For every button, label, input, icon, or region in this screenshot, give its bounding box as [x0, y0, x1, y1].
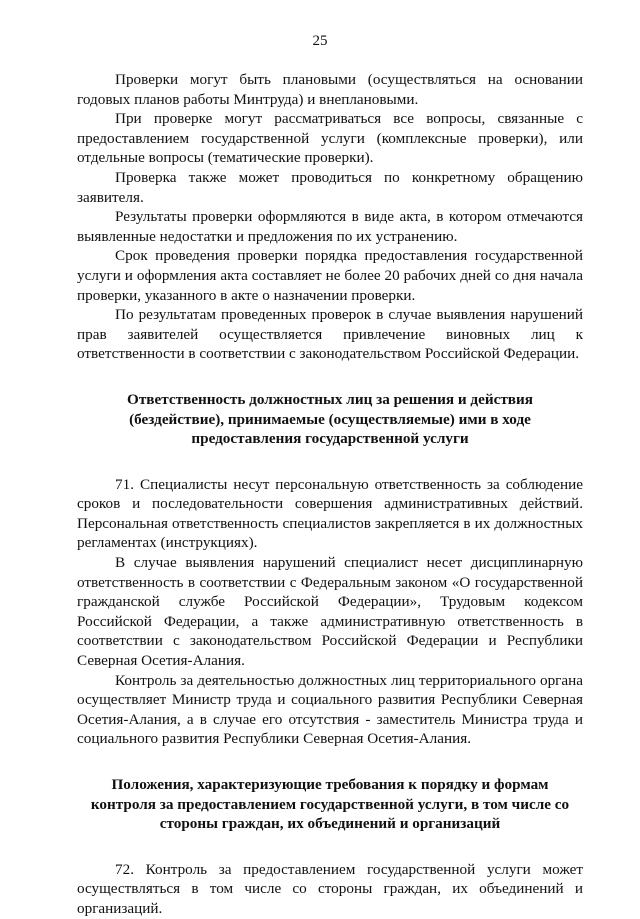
section-heading-control: Положения, характеризующие требования к порядку и формам контроля за предоставлением государственной услуги, в том числе со стороны граждан, их объединений и организаций: [90, 776, 570, 833]
paragraph: По результатам проведенных проверок в случае выявления нарушений прав заявителей осуществляется привлечение виновных лиц к ответственности в соответствии с законодательством Российской Федерации.: [77, 306, 583, 363]
section-heading-responsibility: Ответственность должностных лиц за решения и действия (бездействие), принимаемые (осуществляемые) ими в ходе предоставления государственной услуги: [127, 390, 533, 448]
paragraph: В случае выявления нарушений специалист несет дисциплинарную ответственность в соответствии с Федеральным законом «О государственной гражданской службе Российской Федерации», Трудовым кодексом Российской Федерации, а также административную ответственность в соответствии с законодательством Российской Федерации и Республики Северная Осетия-Алания.: [77, 554, 583, 670]
paragraph: Результаты проверки оформляются в виде акта, в котором отмечаются выявленные недостатки и предложения по их устранению.: [77, 208, 583, 245]
paragraph: Проверка также может проводиться по конкретному обращению заявителя.: [77, 168, 583, 206]
paragraph: 72. Контроль за предоставлением государственной услуги может осуществляться в том числе со стороны граждан, их объединений и организаций.: [77, 860, 583, 917]
paragraph: Контроль за деятельностью должностных лиц территориального органа осуществляет Министр труда и социального развития Республики Северная Осетия-Алания, а в случае его отсутствия - заместитель Министра труда и социального развития Республики Северная Осетия-Алания.: [77, 671, 583, 748]
paragraph: Проверки могут быть плановыми (осуществляться на основании годовых планов работы Минтруда) и внеплановыми.: [77, 71, 583, 108]
paragraph: Срок проведения проверки порядка предоставления государственной услуги и оформления акта составляет не более 20 рабочих дней со дня начала проверки, указанного в акте о назначении проверки.: [77, 247, 583, 304]
page-number: 25: [312, 33, 328, 49]
paragraph: 71. Специалисты несут персональную ответственность за соблюдение сроков и последовательности совершения административных действий. Персональная ответственность специалистов закрепляется в их должностных регламентах (инструкциях).: [77, 475, 583, 552]
document-body: [77, 70, 583, 919]
paragraph: При проверке могут рассматриваться все вопросы, связанные с предоставлением государственной услуги (комплексные проверки), или отдельные вопросы (тематические проверки).: [77, 110, 583, 167]
